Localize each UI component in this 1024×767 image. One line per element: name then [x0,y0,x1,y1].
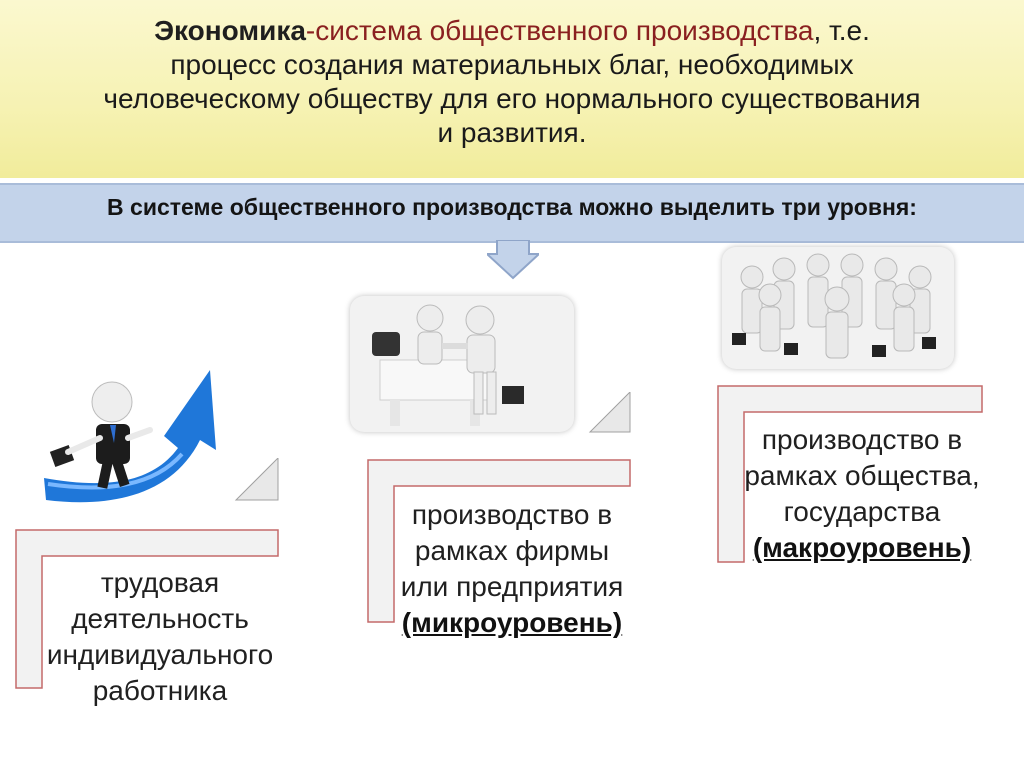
team-huddle-photo [722,247,954,369]
level-3-line: рамках общества, [744,460,980,491]
level-1-text [12,565,308,709]
level-2-text [362,497,662,641]
subheading-text: В системе общественного производства можно выделить три уровня: [107,194,917,220]
level-3-text [712,422,1012,566]
definition-ie: , т.е. [813,15,870,46]
level-1-line: работника [92,675,228,706]
definition-lead: -система общественного производства [305,15,814,46]
definition-text [30,14,994,150]
definition-term: Экономика [154,15,306,46]
level-2-line: производство в [411,499,613,530]
down-arrow-icon [487,240,539,280]
definition-line-4: и развития. [437,117,587,148]
level-1-line: индивидуального [46,639,274,670]
level-3-line: государства [783,496,941,527]
definition-line-2: процесс создания материальных благ, необходимых [170,49,854,80]
level-2-line: рамках фирмы [414,535,610,566]
level-1-line: деятельность [71,603,249,634]
level-3-line: производство в [761,424,963,455]
macro-level-label: (макроуровень) [752,532,972,563]
level-1-line: трудовая [100,567,220,598]
team-group-icon [722,247,954,369]
micro-level-label: (микроуровень) [401,607,623,638]
definition-line-3: человеческому обществу для его нормального существования [103,83,921,114]
level-2-line: или предприятия [400,571,624,602]
